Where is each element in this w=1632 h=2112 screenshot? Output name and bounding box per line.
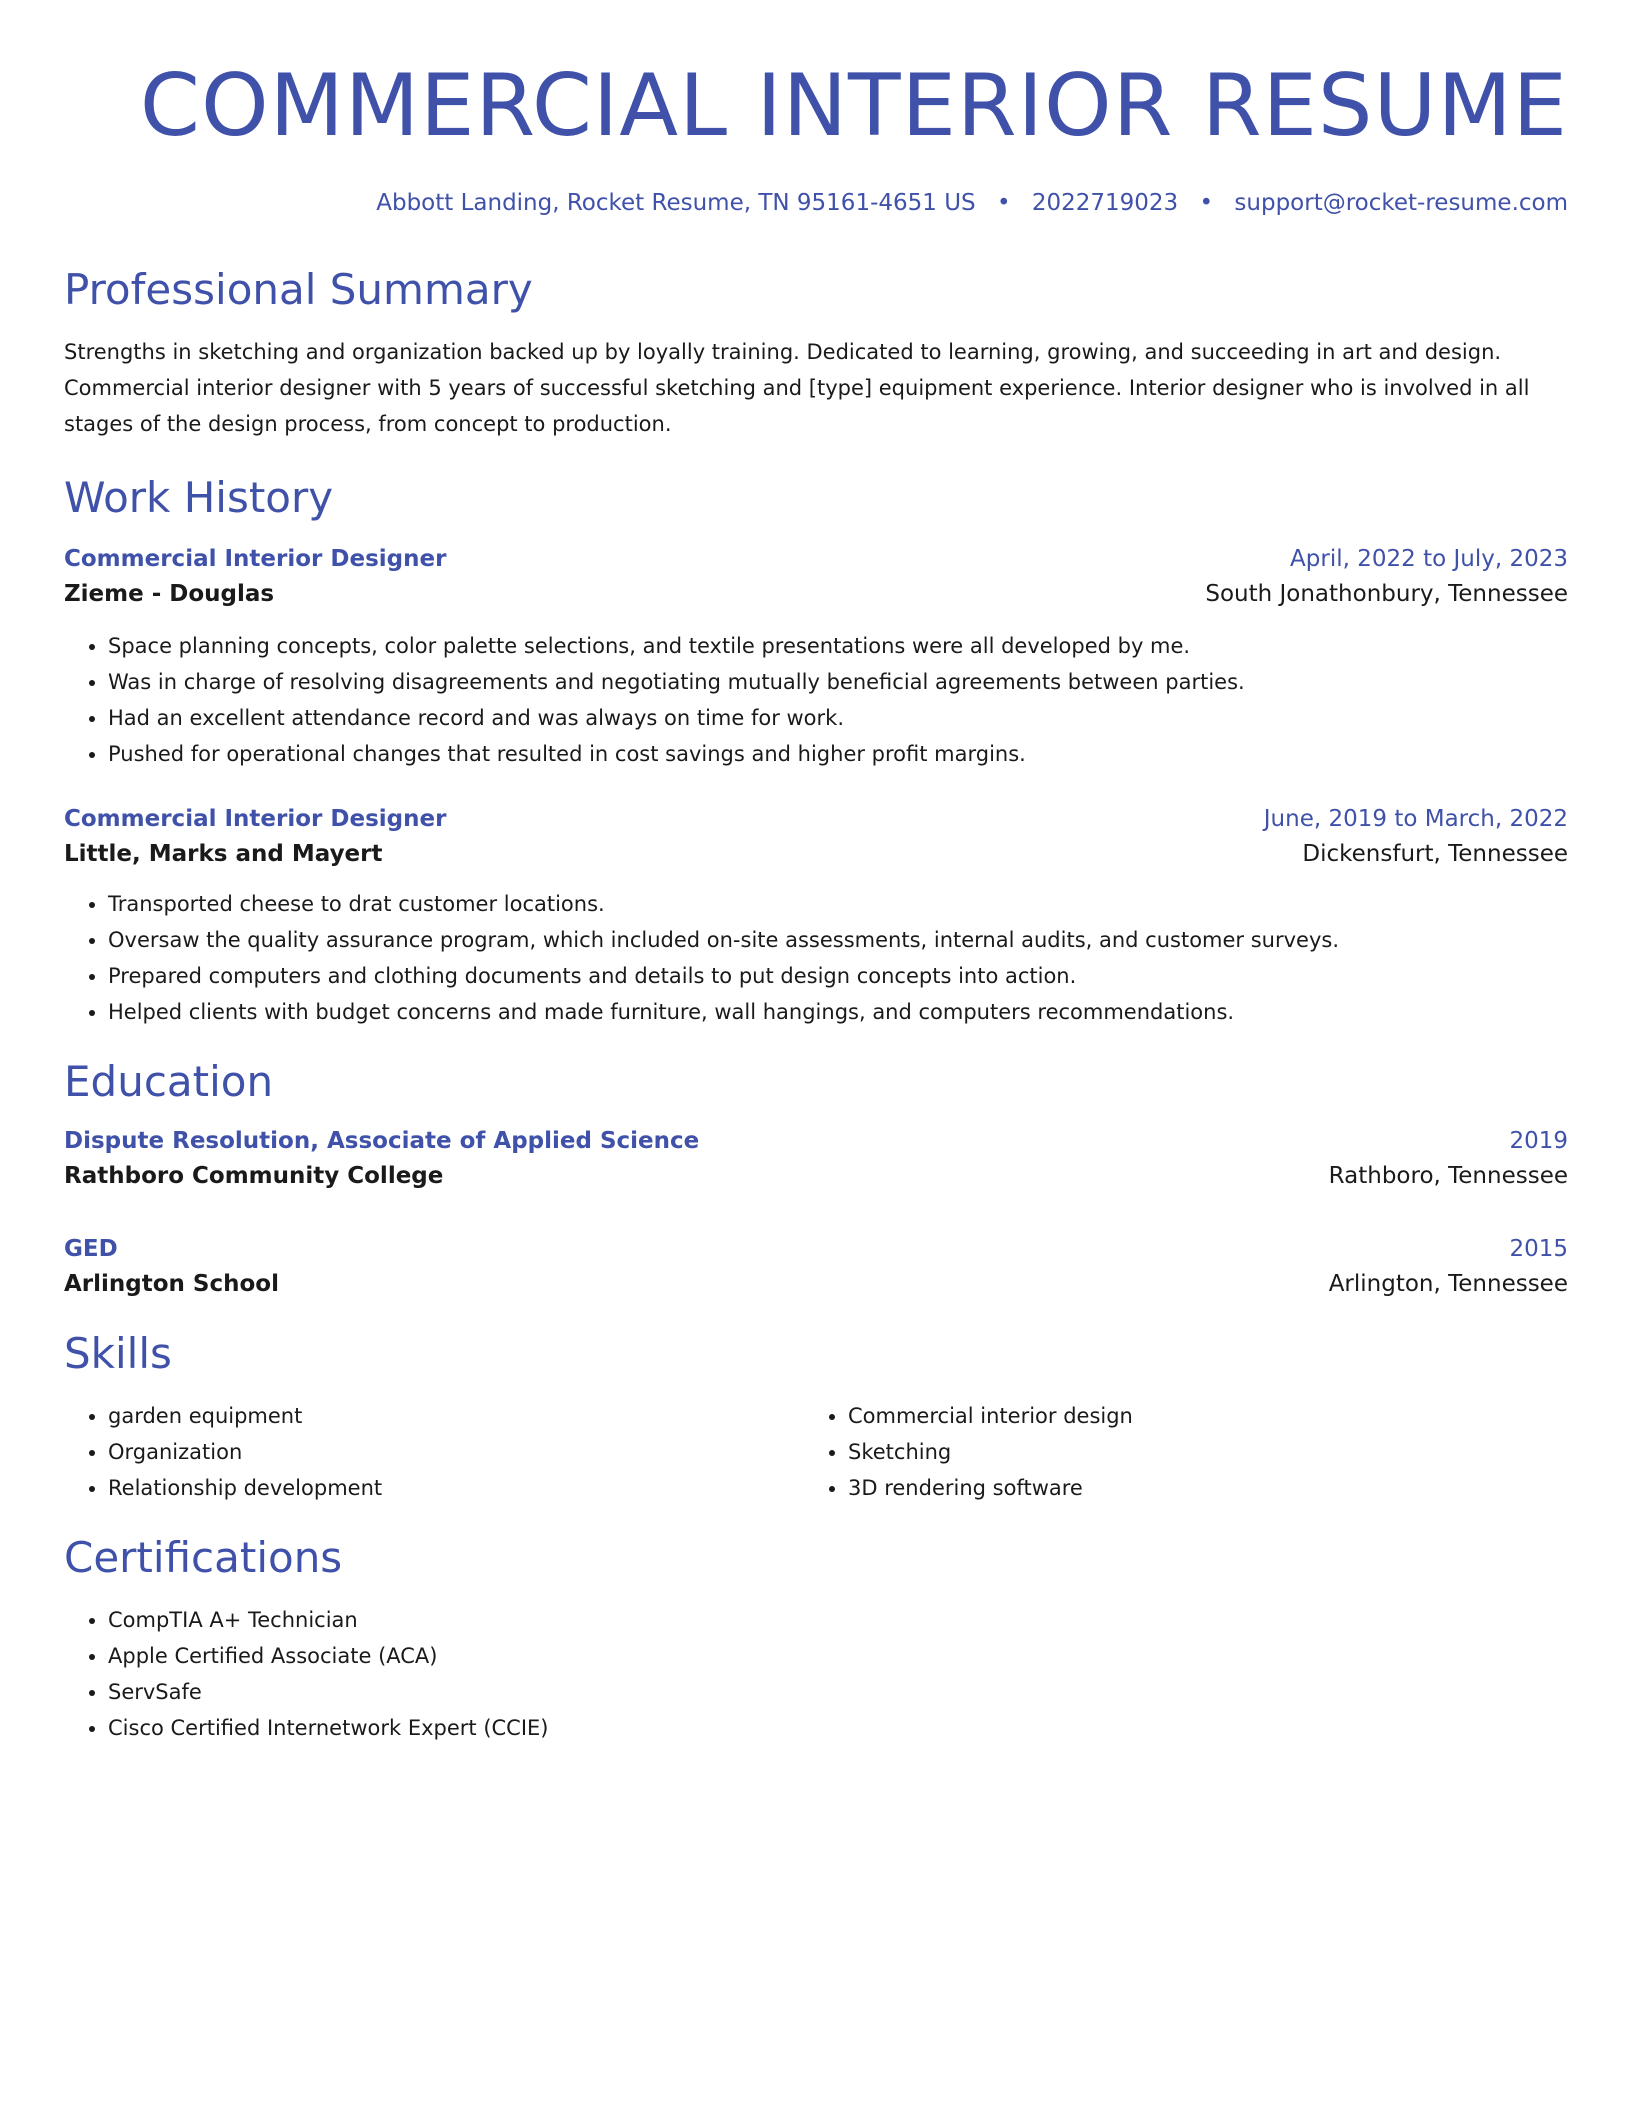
education-entry xyxy=(64,1124,1568,1194)
job-company-row xyxy=(64,836,1568,872)
skills-list xyxy=(64,1398,804,1506)
work-history-heading: Work History xyxy=(64,473,334,522)
skill-item: • Organization xyxy=(108,1434,804,1470)
skills-column-left xyxy=(64,1398,804,1506)
job-entry xyxy=(64,802,1568,1030)
certification-item: • ServSafe xyxy=(108,1674,1568,1710)
skills-section xyxy=(64,1328,1568,1506)
job-duty: • Pushed for operational changes that resulted in cost savings and higher profit margins. xyxy=(108,736,1568,772)
certification-item: • Cisco Certified Internetwork Expert (CCIE) xyxy=(108,1710,1568,1746)
skill-item: • Sketching xyxy=(848,1434,1544,1470)
summary-heading: Professional Summary xyxy=(64,265,533,314)
contact-separator: • xyxy=(1199,190,1214,216)
skills-heading: Skills xyxy=(64,1329,172,1378)
job-duties-list xyxy=(64,628,1568,772)
job-location: South Jonathonbury, Tennessee xyxy=(1205,581,1568,607)
contact-address: Abbott Landing, Rocket Resume, TN 95161-4651 US xyxy=(376,190,976,216)
job-duty: • Had an excellent attendance record and was always on time for work. xyxy=(108,700,1568,736)
job-company: Zieme - Douglas xyxy=(64,581,275,607)
job-duty: • Oversaw the quality assurance program, which included on-site assessments, internal audits, and customer surveys. xyxy=(108,922,1568,958)
education-heading: Education xyxy=(64,1057,274,1106)
skills-grid xyxy=(64,1398,1568,1506)
job-title: Commercial Interior Designer xyxy=(64,806,447,832)
work-history-section xyxy=(64,472,1568,1030)
job-title-row xyxy=(64,542,1568,576)
graduation-year: 2015 xyxy=(1509,1236,1568,1262)
contact-email: support@rocket-resume.com xyxy=(1234,190,1568,216)
certification-item: • CompTIA A+ Technician xyxy=(108,1602,1568,1638)
job-duty: • Was in charge of resolving disagreements and negotiating mutually beneficial agreements between parties. xyxy=(108,664,1568,700)
contact-separator: • xyxy=(996,190,1011,216)
degree-title: Dispute Resolution, Associate of Applied Science xyxy=(64,1128,700,1154)
job-duty: • Prepared computers and clothing documents and details to put design concepts into action. xyxy=(108,958,1568,994)
certifications-section xyxy=(64,1532,1568,1746)
job-entry xyxy=(64,542,1568,772)
summary-section xyxy=(64,264,1568,442)
job-dates: June, 2019 to March, 2022 xyxy=(1263,806,1568,832)
job-company: Little, Marks and Mayert xyxy=(64,841,383,867)
degree-row xyxy=(64,1124,1568,1158)
certifications-heading: Certifications xyxy=(64,1533,343,1582)
certifications-list xyxy=(64,1602,1568,1746)
job-title: Commercial Interior Designer xyxy=(64,546,447,572)
school-name: Arlington School xyxy=(64,1271,279,1297)
school-row xyxy=(64,1158,1568,1194)
degree-title: GED xyxy=(64,1236,118,1262)
graduation-year: 2019 xyxy=(1509,1128,1568,1154)
contact-phone: 2022719023 xyxy=(1031,190,1179,216)
certification-item: • Apple Certified Associate (ACA) xyxy=(108,1638,1568,1674)
school-row xyxy=(64,1266,1568,1302)
job-duty: • Transported cheese to drat customer locations. xyxy=(108,886,1568,922)
school-name: Rathboro Community College xyxy=(64,1163,444,1189)
school-location: Arlington, Tennessee xyxy=(1328,1271,1568,1297)
skill-item: • garden equipment xyxy=(108,1398,804,1434)
job-duties-list xyxy=(64,886,1568,1030)
job-duty: • Space planning concepts, color palette selections, and textile presentations were all developed by me. xyxy=(108,628,1568,664)
skill-item: • Commercial interior design xyxy=(848,1398,1544,1434)
resume-title: COMMERCIAL INTERIOR RESUME xyxy=(139,56,1568,156)
job-dates: April, 2022 to July, 2023 xyxy=(1290,546,1568,572)
skills-list xyxy=(804,1398,1544,1506)
education-section xyxy=(64,1056,1568,1302)
summary-text: Strengths in sketching and organization backed up by loyally training. Dedicated to learning, growing, and succeeding in art and design. Commercial interior designer with 5 years of successful sketching and [type] equipment experience. Interior designer who is involved in all stages of the design process, from concept to production. xyxy=(64,340,1530,436)
job-duty: • Helped clients with budget concerns and made furniture, wall hangings, and computers recommendations. xyxy=(108,994,1568,1030)
education-entry xyxy=(64,1232,1568,1302)
skill-item: • 3D rendering software xyxy=(848,1470,1544,1506)
skills-column-right xyxy=(804,1398,1544,1506)
job-title-row xyxy=(64,802,1568,836)
degree-row xyxy=(64,1232,1568,1266)
job-location: Dickensfurt, Tennessee xyxy=(1302,841,1568,867)
job-company-row xyxy=(64,576,1568,612)
skill-item: • Relationship development xyxy=(108,1470,804,1506)
contact-line xyxy=(64,188,1568,218)
school-location: Rathboro, Tennessee xyxy=(1328,1163,1568,1189)
